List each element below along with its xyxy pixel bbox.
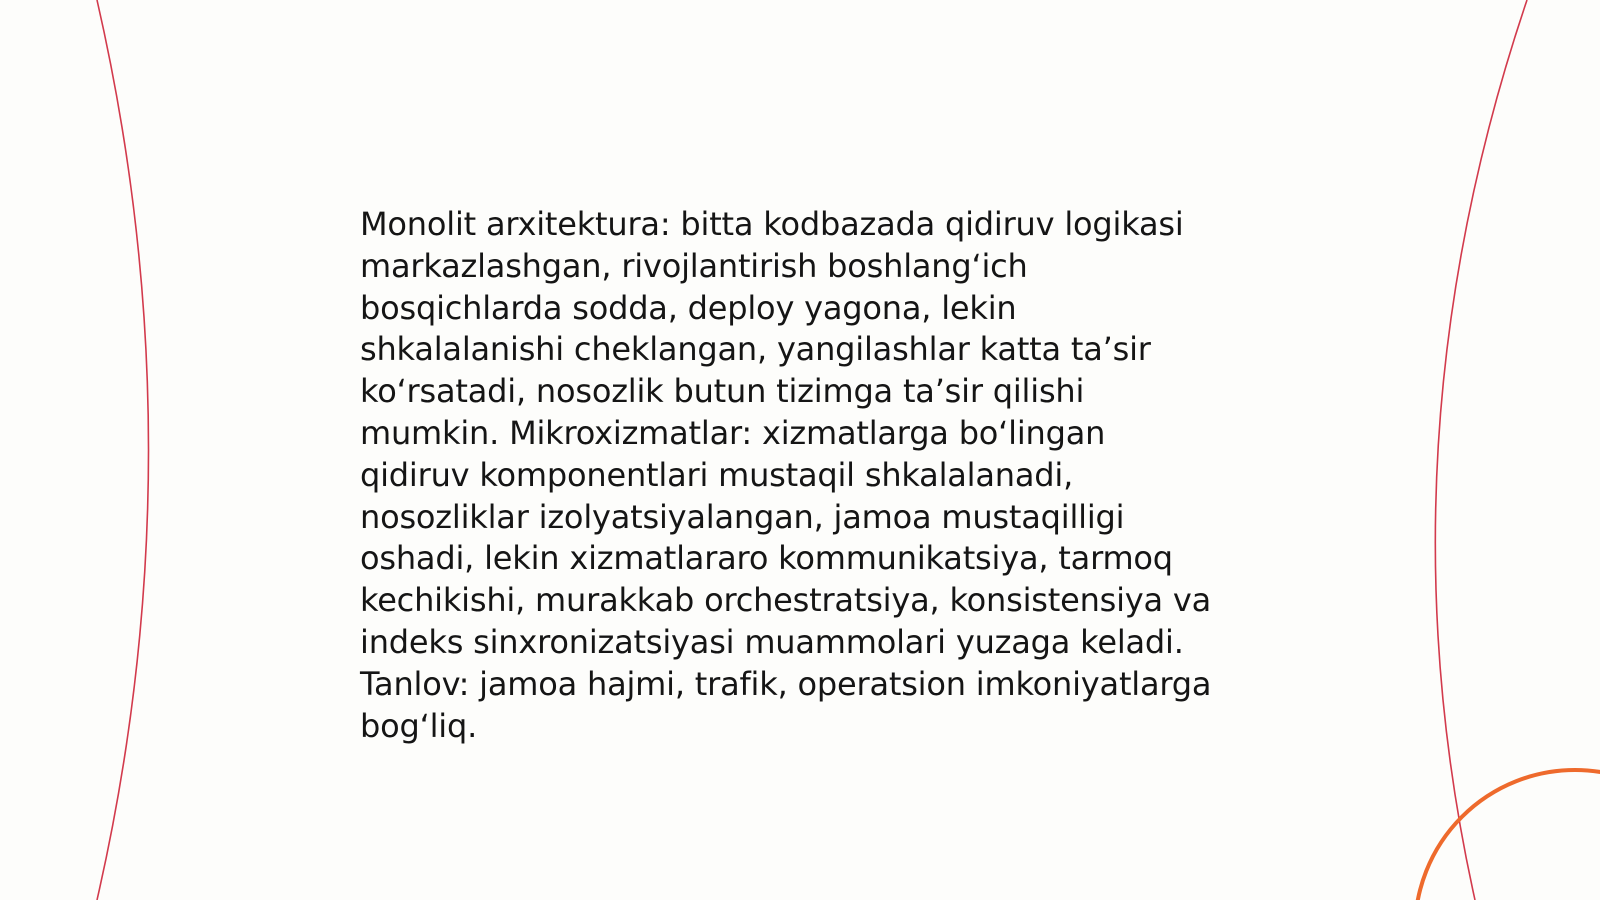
slide-body-text: Monolit arxitektura: bitta kodbazada qidiruv logikasi markazlashgan, rivojlantirish boshlang‘ich bosqichlarda sodda, deploy yagona, lekin shkalalanishi cheklangan, yangilashlar katta ta’sir ko‘rsatadi, nosozlik butun tizimga ta’sir qilishi mumkin. Mikroxizmatlar: xizmatlarga bo‘lingan qidiruv komponentlari mustaqil shkalalanadi, nosozliklar izolyatsiyalangan, jamoa mustaqilligi oshadi, lekin xizmatlararo kommunikatsiya, tarmoq kechikishi, murakkab orchestratsiya, konsistensiya va indeks sinxronizatsiyasi muammolari yuzaga keladi. Tanlov: jamoa hajmi, trafik, operatsion imkoniyatlarga bog‘liq. <box>360 205 1212 745</box>
orange-accent-arc <box>1415 770 1600 900</box>
right-curve-line <box>1435 0 1527 900</box>
left-curve-line <box>97 0 149 900</box>
